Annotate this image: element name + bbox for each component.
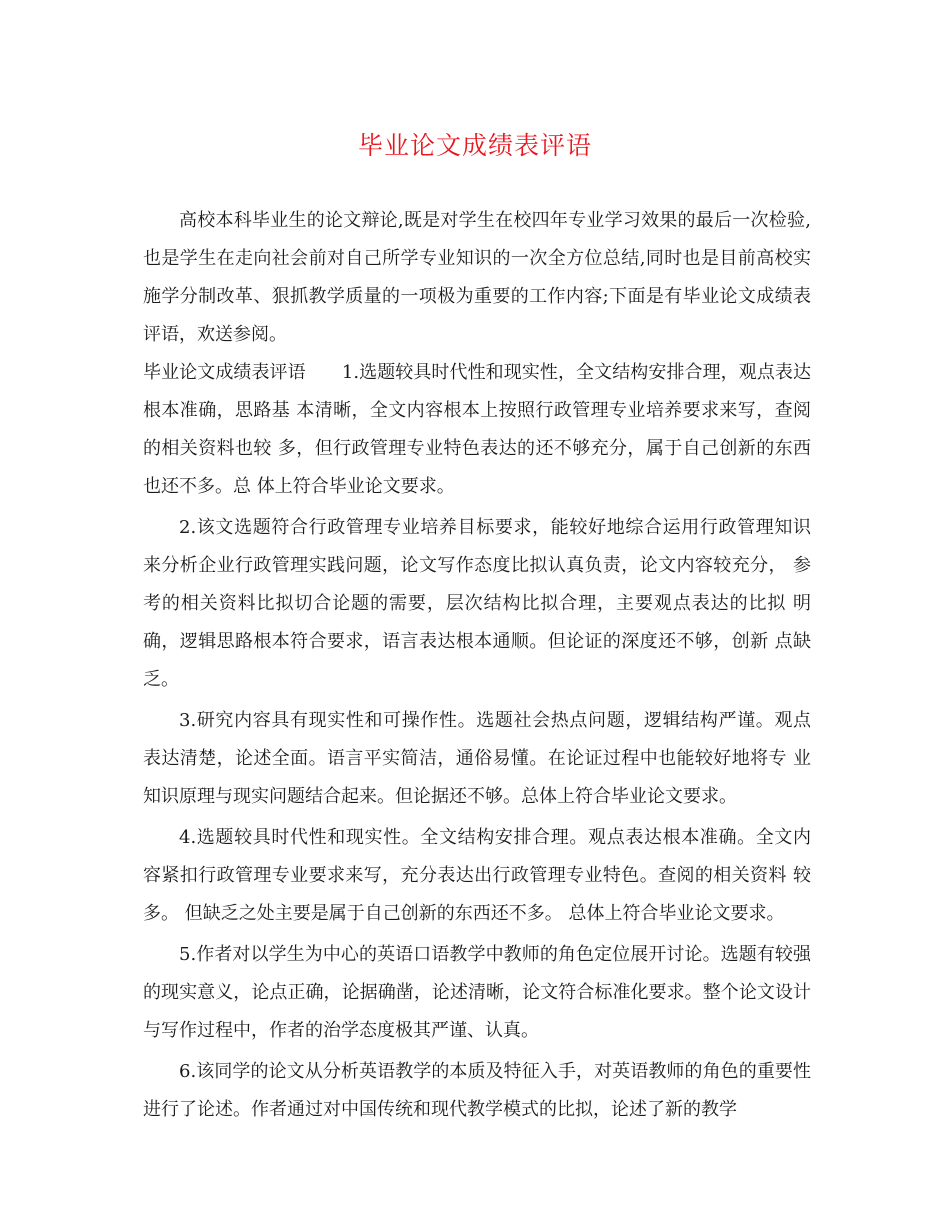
comment-paragraph-5: 5.作者对以学生为中心的英语口语教学中教师的角色定位展开讨论。选题有较强的现实意义，论点正确，论据确凿，论述清晰，论文符合标准化要求。整个论文设计与写作过程中，作者的治学态度极其严谨、认真。 <box>143 944 811 1041</box>
document-title: 毕业论文成绩表评语 <box>357 131 592 160</box>
comment-paragraph-3: 3.研究内容具有现实性和可操作性。选题社会热点问题，逻辑结构严谨。观点 表达清楚，论述全面。语言平实简洁，通俗易懂。在论证过程中也能较好地将专 业知识原理与现实问题结合起来。但论据还不够。总体上符合毕业论文要求。 <box>143 710 811 807</box>
intro-paragraph: 高校本科毕业生的论文辩论,既是对学生在校四年专业学习效果的最后一次检验,也是学生在走向社会前对自己所学专业知识的一次全方位总结,同时也是目前高校实施学分制改革、狠抓教学质量的一项极为重要的工作内容;下面是有毕业论文成绩表评语，欢送参阅。 <box>143 210 811 345</box>
comment-paragraph-4: 4.选题较具时代性和现实性。全文结构安排合理。观点表达根本准确。全文内 容紧扣行政管理专业要求来写，充分表达出行政管理专业特色。查阅的相关资料 较多。 但缺乏之处主要是属于自己创新的东西还不多。 总体上符合毕业论文要求。 <box>143 827 811 924</box>
document-body <box>143 202 811 1132</box>
comment-paragraph-2: 2.该文选题符合行政管理专业培养目标要求，能较好地综合运用行政管理知识 来分析企业行政管理实践问题，论文写作态度比拟认真负责，论文内容较充分， 参考的相关资料比拟切合论题的需要，层次结构比拟合理，主要观点表达的比拟 明确，逻辑思路根本符合要求，语言表达根本通顺。但论证的深度还不够，创新 点缺乏。 <box>143 517 811 690</box>
comment-paragraph-6: 6.该同学的论文从分析英语教学的本质及特征入手，对英语教师的角色的重要性进行了论述。作者通过对中国传统和现代教学模式的比拟，论述了新的教学 <box>143 1061 811 1120</box>
comment-paragraph-1: 毕业论文成绩表评语 1.选题较具时代性和现实性，全文结构安排合理，观点表达根本准确，思路基 本清晰，全文内容根本上按照行政管理专业培养要求来写，查阅的相关资料也较 多，但行政管理专业特色表达的还不够充分，属于自己创新的东西也还不多。总 体上符合毕业论文要求。 <box>143 362 811 497</box>
